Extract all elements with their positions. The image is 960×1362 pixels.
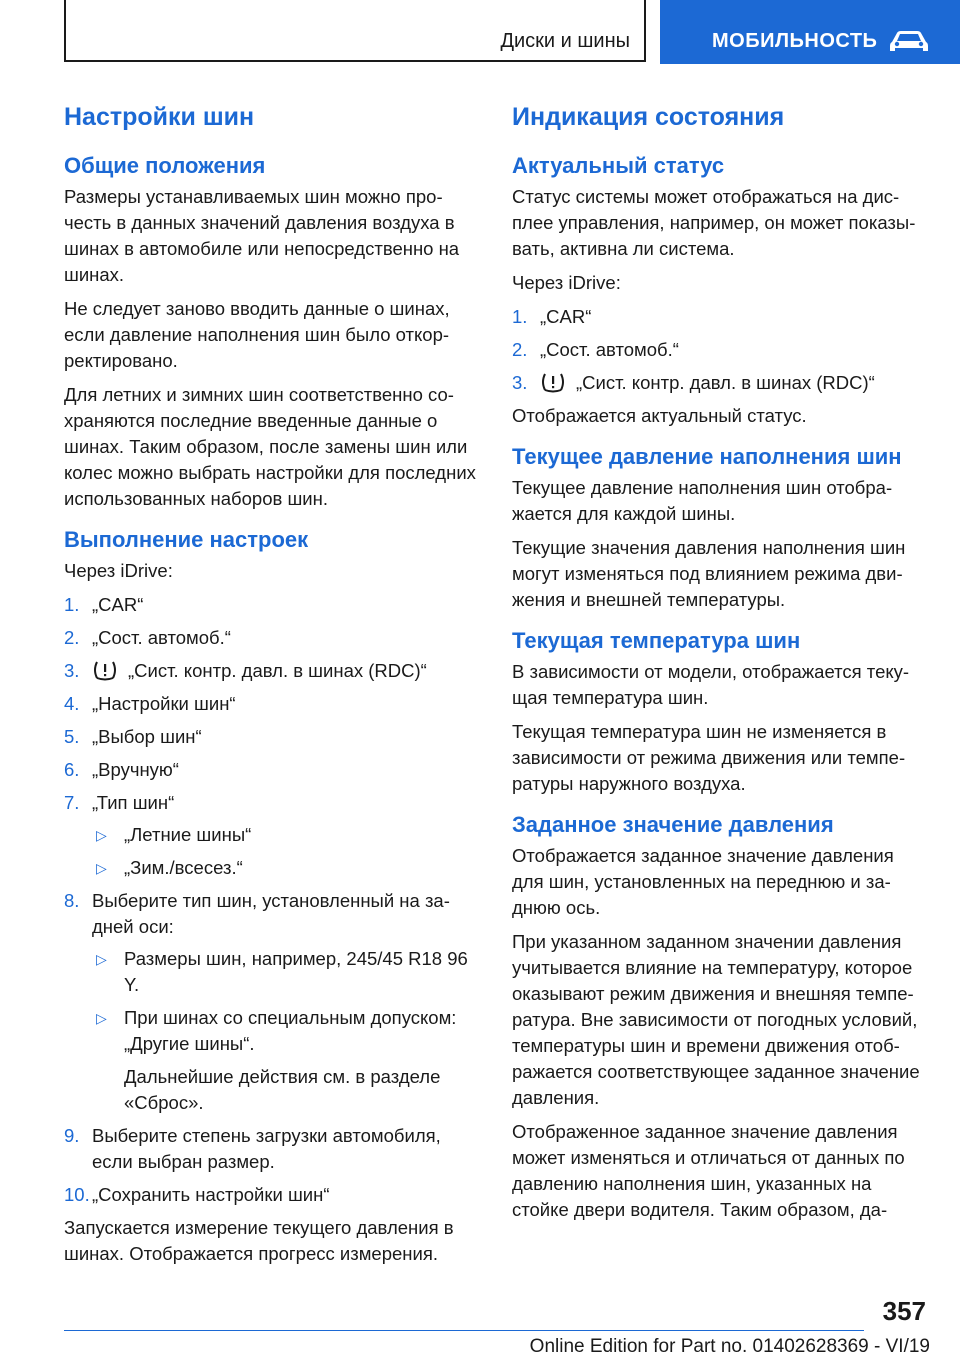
heading-perform-settings: Выполнение настроек <box>64 527 309 552</box>
paragraph: Текущая температура шин не изменяется в зависимости от режима движения или температуры наружного воздуха. <box>512 721 906 794</box>
sub-list-item: ▷ „Летние шины“ <box>92 822 480 848</box>
paragraph: Статус системы может отображаться на дисплее управления, например, он может показывать, активна ли система. <box>512 186 916 259</box>
paragraph: При указанном заданном значении давления учитывается влияние на температуру, которое оказывают режим движения и внешняя температура. Вне зависимости от погодных условий, температуры шин и времени движения отображается соответствующее заданное значение давления. <box>512 931 920 1108</box>
heading-target-pressure: Заданное значение давления <box>512 812 834 837</box>
paragraph: Отображается актуальный статус. <box>512 405 807 426</box>
heading-status-display: Индикация состояния <box>512 103 785 131</box>
paragraph: Для летних и зимних шин соответственно сохраняются последние введенные данные о шинах. Таким образом, после замены шин или колес можно выбрать настройки для последних использованных наборов шин. <box>64 384 476 509</box>
list-item: 2. „Сост. автомоб.“ <box>64 627 231 648</box>
heading-general: Общие положения <box>64 153 266 178</box>
chapter-title: МОБИЛЬНОСТЬ <box>712 30 878 52</box>
paragraph: Текущие значения давления наполнения шин могут изменяться под влиянием режима движения и внешней температуры. <box>512 537 906 610</box>
section-title: Диски и шины <box>500 30 630 52</box>
list-item: 2. „Сост. автомоб.“ <box>512 339 679 360</box>
list-item: 8. Выберите тип шин, установленный на задней оси: ▷ Размеры шин, например, 245/45 R18 96 Y. ▷ При шинах со специальным допуском: „Другие шины“. Дальнейшие действия см. в разделе «Сброс». <box>64 888 480 1116</box>
footer-divider <box>64 1330 864 1331</box>
paragraph: Не следует заново вводить данные о шинах, если давление наполнения шин было откорректировано. <box>64 298 450 371</box>
list-item: 10. „Сохранить настройки шин“ <box>64 1184 330 1205</box>
list-item: 1. „CAR“ <box>512 306 592 327</box>
tire-pressure-warning-icon <box>540 371 566 393</box>
right-column <box>512 100 928 1231</box>
paragraph: Размеры устанавливаемых шин можно прочесть в данных значений давления воздуха в шинах в автомобиле или непосредственно на шинах. <box>64 186 460 285</box>
paragraph: Текущее давление наполнения шин отображается для каждой шины. <box>512 477 893 524</box>
steps-list <box>64 592 480 1208</box>
sub-list-item: ▷ Размеры шин, например, 245/45 R18 96 Y. <box>96 948 468 995</box>
list-item: 9. Выберите степень загрузки автомобиля, если выбран размер. <box>64 1125 441 1172</box>
page-number: 357 <box>882 1296 926 1326</box>
sub-list-item: ▷ При шинах со специальным допуском: „Другие шины“. <box>96 1007 457 1054</box>
paragraph: Отображается заданное значение давления для шин, установленных на переднюю и заднюю ось. <box>512 845 894 918</box>
list-item: 4. „Настройки шин“ <box>64 693 236 714</box>
heading-current-pressure: Текущее давление наполнения шин <box>512 444 902 469</box>
paragraph: Через iDrive: <box>64 560 173 581</box>
triangle-bullet-icon: ▷ <box>96 827 107 843</box>
sub-note: Дальнейшие действия см. в разделе «Сброс». <box>124 1066 441 1113</box>
tire-pressure-warning-icon <box>92 659 118 681</box>
list-item: 3. „Сист. контр. давл. в шинах (RDC)“ <box>64 660 427 681</box>
triangle-bullet-icon: ▷ <box>96 951 107 967</box>
sub-list <box>92 822 480 881</box>
sub-list-item: ▷ „Зим./всесез.“ <box>92 855 480 881</box>
heading-current-status: Актуальный статус <box>512 153 725 178</box>
triangle-bullet-icon: ▷ <box>96 1010 107 1026</box>
paragraph: Через iDrive: <box>512 272 621 293</box>
heading-tire-settings: Настройки шин <box>64 103 255 131</box>
paragraph: Отображенное заданное значение давления может изменяться и отличаться от данных по давлению наполнения шин, указанных на стойке двери водителя. Таким образом, да- <box>512 1121 905 1220</box>
header-section-box <box>64 0 646 62</box>
list-item: 7. „Тип шин“ ▷ „Летние шины“ ▷ „Зим./всесез.“ <box>64 790 480 881</box>
list-item: 6. „Вручную“ <box>64 759 179 780</box>
list-item: 3. „Сист. контр. давл. в шинах (RDC)“ <box>512 372 875 393</box>
list-item: 1. „CAR“ <box>64 594 144 615</box>
steps-list <box>512 304 928 396</box>
heading-current-temperature: Текущая температура шин <box>512 628 801 653</box>
paragraph: Запускается измерение текущего давления в шинах. Отображается прогресс измерения. <box>64 1217 454 1264</box>
header-chapter-box <box>660 0 960 64</box>
footer-edition: Online Edition for Part no. 01402628369 - VI/19 <box>529 1336 930 1357</box>
left-column <box>64 100 480 1275</box>
triangle-bullet-icon: ▷ <box>96 860 107 876</box>
list-item: 5. „Выбор шин“ <box>64 726 202 747</box>
sub-list <box>92 946 480 1057</box>
car-icon <box>888 28 930 54</box>
paragraph: В зависимости от модели, отображается текущая температура шин. <box>512 661 910 708</box>
